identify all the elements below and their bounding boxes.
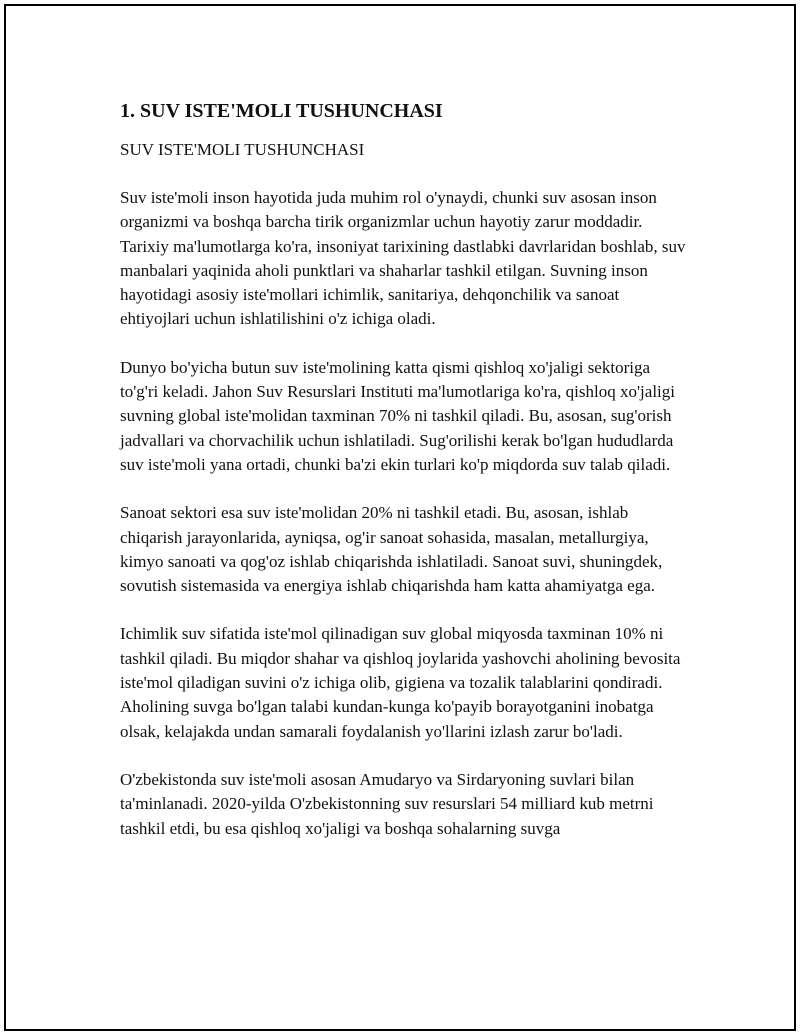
paragraph-5: O'zbekistonda suv iste'moli asosan Amudaryo va Sirdaryoning suvlari bilan ta'minlanadi. 2020-yilda O'zbekistonning suv resurslari 54 milliard kub metrni tashkil etdi, bu esa qishloq xo'jaligi va boshqa sohalarning suvga [120, 769, 654, 838]
paragraph-3: Sanoat sektori esa suv iste'molidan 20% ni tashkil etadi. Bu, asosan, ishlab chiqarish jarayonlarida, ayniqsa, og'ir sanoat sohasida, masalan, metallurgiya, kimyo sanoati va qog'oz ishlab chiqarishda ishlatiladi. Sanoat suvi, shuningdek, sovutish sistemasida va energiya ishlab chiqarishda ham katta ahamiyatga ega. [120, 503, 663, 596]
paragraph-1: Suv iste'moli inson hayotida juda muhim rol o'ynaydi, chunki suv asosan inson organizmi va boshqa barcha tirik organizmlar uchun hayotiy zarur moddadir. Tarixiy ma'lumotlarga ko'ra, insoniyat tarixining dastlabki davrlaridan boshlab, suv manbalari yaqinida aholi punktlari va shaharlar tashkil etilgan. Suvning inson hayotidagi asosiy iste'mollari ichimlik, sanitariya, dehqonchilik va sanoat ehtiyojlari uchun ishlatilishini o'z ichiga oladi. [120, 188, 686, 329]
document-subheading: SUV ISTE'MOLI TUSHUNCHASI [120, 140, 365, 159]
paragraph-4: Ichimlik suv sifatida iste'mol qilinadigan suv global miqyosda taxminan 10% ni tashkil qiladi. Bu miqdor shahar va qishloq joylarida yashovchi aholining bevosita iste'mol qiladigan suvini o'z ichiga olib, gigiena va tozalik talablarini qondiradi. Aholining suvga bo'lgan talabi kundan-kunga ko'payib borayotganini inobatga olsak, kelajakda undan samarali foydalanish yo'llarini izlash zarur bo'ladi. [120, 624, 681, 741]
document-page [4, 4, 796, 1031]
paragraph-2: Dunyo bo'yicha butun suv iste'molining katta qismi qishloq xo'jaligi sektoriga to'g'ri keladi. Jahon Suv Resurslari Instituti ma'lumotlariga ko'ra, qishloq xo'jaligi suvning global iste'molidan taxminan 70% ni tashkil qiladi. Bu, asosan, sug'orish jadvallari va chorvachilik uchun ishlatiladi. Sug'orilishi kerak bo'lgan hududlarda suv iste'moli yana ortadi, chunki ba'zi ekin turlari ko'p miqdorda suv talab qiladi. [120, 357, 675, 474]
document-body [120, 98, 690, 865]
document-heading: 1. SUV ISTE'MOLI TUSHUNCHASI [120, 100, 443, 122]
